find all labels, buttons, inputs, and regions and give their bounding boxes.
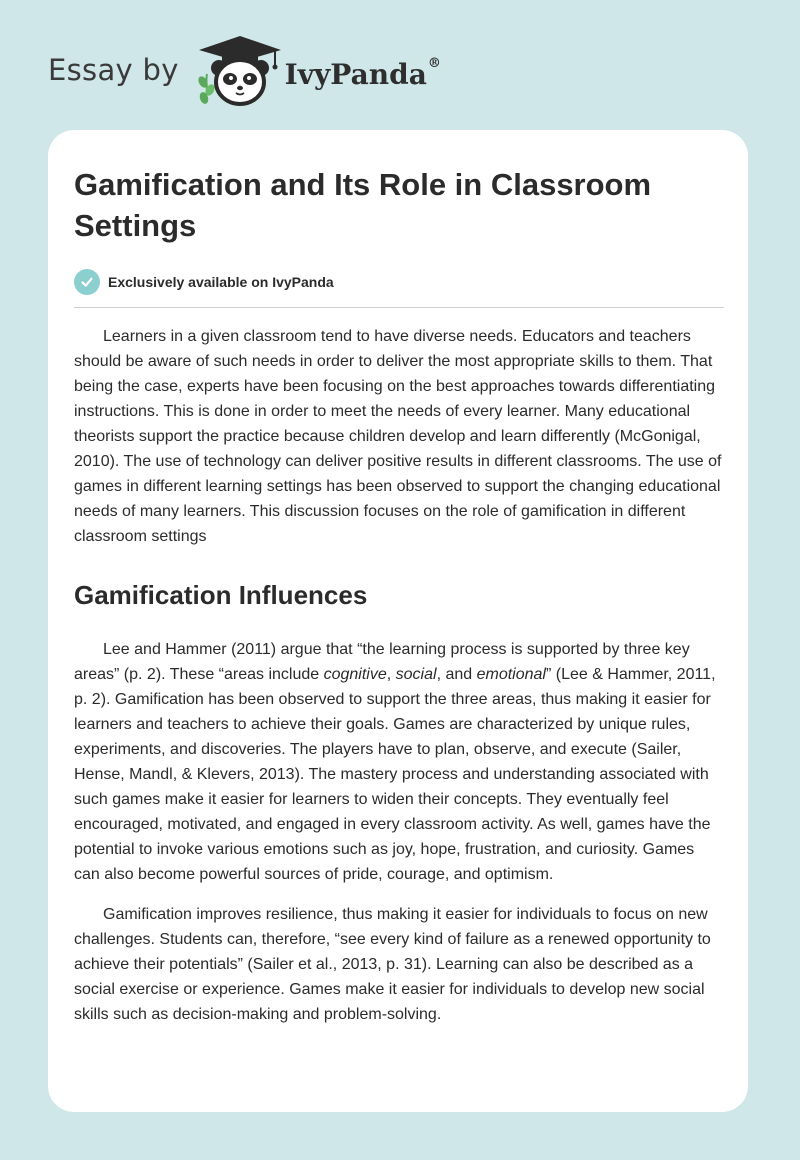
paragraph-text: ” (Lee & Hammer, 2011, p. 2). Gamification has been observed to support the three areas, thus making it easier for learners and teachers to achieve their goals. Games are characterized by unique rules, experiments, and discoveries. The players have to plan, observe, and execute (Sailer, Hense, Mandl, & Klevers, 2013). The mastery process and understanding associated with such games make it easier for learners to widen their concepts. They eventually feel encouraged, motivated, and engaged in every classroom activity. As well, games have the potential to invoke various emotions such as joy, hope, frustration, and curiosity. Games can also become powerful sources of pride, courage, and optimism.	[74, 666, 716, 883]
paragraph-influences	[74, 637, 724, 887]
check-icon	[74, 269, 100, 295]
site-header	[48, 30, 441, 110]
paragraph-intro: Learners in a given classroom tend to have diverse needs. Educators and teachers should be aware of such needs in order to deliver the most appropriate skills to them. That being the case, experts have been focusing on the best approaches towards differentiating instructions. This is done in order to meet the needs of every learner. Many educational theorists support the practice because children develop and learn differently (McGonigal, 2010). The use of technology can deliver positive results in different classrooms. The use of games in different learning settings has been observed to support the changing educational needs of many learners. This discussion focuses on the role of gamification in different classroom settings	[74, 328, 722, 545]
brand-name[interactable]	[285, 58, 441, 91]
essay-card	[48, 130, 748, 1112]
ivypanda-logo-icon[interactable]	[195, 30, 285, 110]
divider	[74, 307, 724, 308]
exclusive-label: Exclusively available on IvyPanda	[108, 274, 334, 290]
essay-content	[74, 164, 724, 1027]
essay-by-label: Essay by	[48, 53, 179, 87]
paragraph-text: , and	[436, 666, 477, 683]
emphasis-term: emotional	[476, 666, 546, 683]
paragraph-text: Lee and Hammer (2011) argue that “the learning process is supported by three key areas” (p. 2). These “areas include	[74, 641, 690, 683]
exclusive-badge	[74, 268, 724, 296]
emphasis-term: social	[395, 666, 437, 683]
registered-mark: ®	[427, 56, 441, 72]
paragraph-resilience: Gamification improves resilience, thus making it easier for individuals to focus on new challenges. Students can, therefore, “see every kind of failure as a renewed opportunity to achieve their potentials” (Sailer et al., 2013, p. 31). Learning can also be described as a social exercise or experience. Games make it easier for individuals to develop new social skills such as decision-making and problem-solving.	[74, 906, 711, 1023]
section-heading: Gamification Influences	[74, 580, 368, 610]
emphasis-term: cognitive	[323, 666, 387, 683]
paragraph-text: ,	[386, 666, 396, 683]
brand-text: IvyPanda	[284, 57, 427, 91]
essay-title: Gamification and Its Role in Classroom Settings	[74, 167, 652, 243]
